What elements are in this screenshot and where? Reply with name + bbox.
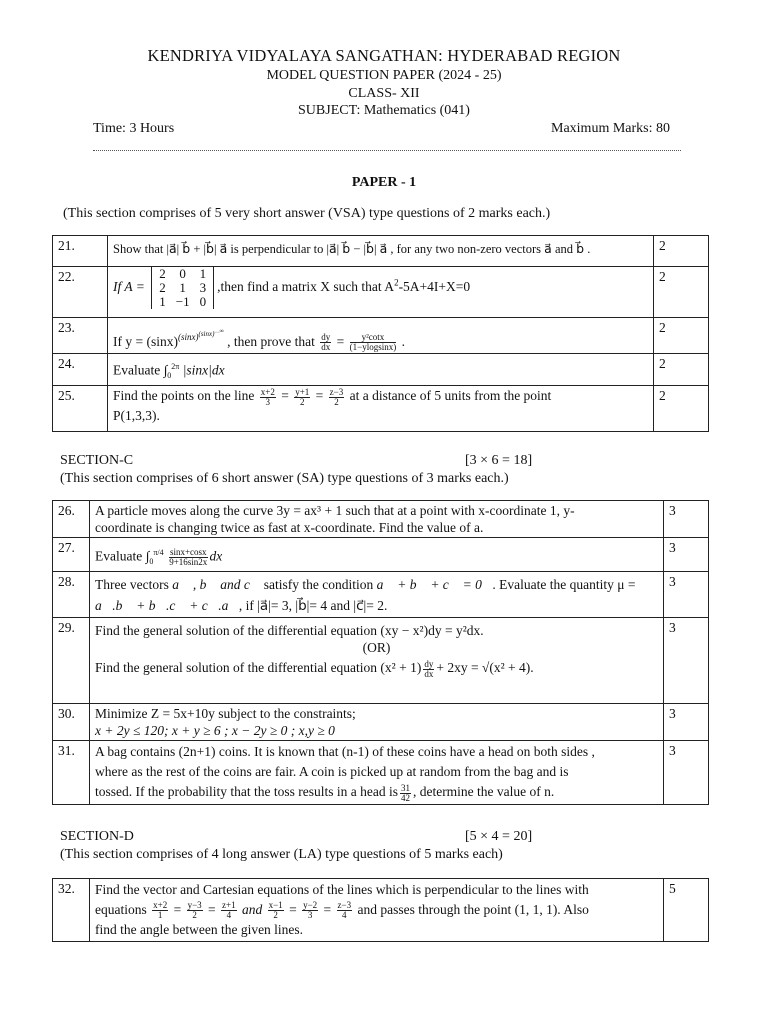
question-marks: 2	[654, 236, 709, 267]
question-marks: 2	[654, 354, 709, 386]
table-row	[53, 879, 709, 942]
subject-label: SUBJECT: Mathematics (041)	[298, 103, 470, 118]
question-marks: 3	[664, 572, 709, 618]
paper-name: MODEL QUESTION PAPER (2024 - 25)	[266, 68, 502, 83]
question-text: Minimize Z = 5x+10y subject to the constraints; x + 2y ≤ 120; x + y ≥ 6 ; x − 2y ≥ 0 ; x,y ≥ 0	[90, 704, 664, 741]
matrix-a: 2 0 1 2 1 3 1 −1 0	[151, 267, 214, 309]
question-text: Find the general solution of the differential equation (xy − x²)dy = y²dx. (OR) Find the general solution of the differential equation (x² + 1) $\frac{dy}{dx}$ + 2xy = √(x² + 4).	[90, 618, 664, 704]
table-row	[53, 501, 709, 538]
question-marks: 3	[664, 501, 709, 538]
question-number: 27.	[53, 538, 90, 572]
question-text: If $y = (\sin x)^{(sinx)^{(sinx)^{\dots\infty}}}$ , then prove that $\frac{dy}{dx}$ = $\frac{\text{y²cotx}}{\text{(1−ylogsinx)}}$ .	[108, 318, 654, 354]
question-marks: 3	[664, 538, 709, 572]
question-number: 28.	[53, 572, 90, 618]
question-number: 24.	[53, 354, 108, 386]
question-marks: 2	[654, 386, 709, 432]
or-label: (OR)	[362, 640, 391, 656]
divider	[93, 150, 681, 151]
question-text: If A = 2 0 1 2 1 3 1 −1 0 ,then find a matrix X such that $A^2-5A+4I+X=0$	[108, 267, 654, 318]
question-number: 26.	[53, 501, 90, 538]
table-row	[53, 572, 709, 618]
section-b-intro: (This section comprises of 5 very short answer (VSA) type questions of 2 marks each.)	[63, 206, 551, 221]
question-marks: 3	[664, 618, 709, 704]
question-number: 29.	[53, 618, 90, 704]
question-text: Three vectors a⃗ , b⃗ and c⃗ satisfy the condition a⃗ + b⃗ + c⃗ = 0⃗. Evaluate the quantity μ = a⃗.b⃗ + b⃗.c⃗ + c⃗.a⃗, if |a⃗|= 3, |b⃗|= 4 and |c⃗|= 2.	[90, 572, 664, 618]
table-row	[53, 538, 709, 572]
table-row	[53, 386, 709, 432]
section-c-marks: [3 × 6 = 18]	[465, 453, 533, 468]
question-text: A bag contains (2n+1) coins. It is known that (n-1) of these coins have a head on both sides , where as the rest of the coins are fair. A coin is picked up at random from the bag and is tossed. If the probability that the toss results in a head is $\frac{31}{42}$ , determine the value of n.	[90, 741, 664, 804]
school-name: KENDRIYA VIDYALAYA SANGATHAN: HYDERABAD REGION	[147, 46, 621, 65]
table-row	[53, 236, 709, 267]
table-row	[53, 354, 709, 386]
section-b-table	[52, 235, 709, 432]
question-text: A particle moves along the curve 3y = ax³ + 1 such that at a point with x-coordinate 1, y- coordinate is changing twice as fast at x-coordinate. Find the value of a.	[90, 501, 664, 538]
question-text: Find the points on the line $\frac{x+2}{3}$ = $\frac{y+1}{2}$ = $\frac{z-3}{2}$ at a distance of 5 units from the point P(1,3,3).	[108, 386, 654, 432]
table-row	[53, 318, 709, 354]
question-number: 32.	[53, 879, 90, 942]
section-d-marks: [5 × 4 = 20]	[465, 829, 533, 844]
max-marks-label: Maximum Marks: 80	[551, 121, 670, 136]
table-row	[53, 618, 709, 704]
section-d-table	[52, 878, 709, 942]
question-marks: 3	[664, 741, 709, 804]
table-row	[53, 267, 709, 318]
class-label: CLASS- XII	[348, 86, 420, 101]
question-number: 23.	[53, 318, 108, 354]
section-d-title: SECTION-D	[60, 829, 134, 844]
question-number: 30.	[53, 704, 90, 741]
question-marks: 5	[664, 879, 709, 942]
section-d-intro: (This section comprises of 4 long answer (LA) type questions of 5 marks each)	[60, 847, 503, 862]
question-text: Evaluate $\int_0^{2\pi}$ |sinx|dx	[108, 354, 654, 386]
question-text: Evaluate $\int_0^{\pi/4}$ $\frac{\sin x+\cos x}{9+16\sin 2x}$ dx	[90, 538, 664, 572]
table-row	[53, 741, 709, 804]
time-label: Time: 3 Hours	[93, 121, 175, 136]
section-c-intro: (This section comprises of 6 short answer (SA) type questions of 3 marks each.)	[60, 471, 509, 486]
question-text: Show that |a⃗| b⃗ + |b⃗| a⃗ is perpendicular to |a⃗| b⃗ − |b⃗| a⃗ , for any two non-zero vectors a⃗ and b⃗ .	[108, 236, 654, 267]
question-number: 22.	[53, 267, 108, 318]
question-number: 31.	[53, 741, 90, 804]
question-marks: 2	[654, 318, 709, 354]
question-marks: 3	[664, 704, 709, 741]
question-text: Find the vector and Cartesian equations of the lines which is perpendicular to the lines with equations $\frac{x+2}{1}$ = $\frac{y-3}{2}$ = $\frac{z+1}{4}$ and $\frac{x-1}{2}$ = $\frac{y-2}{3}$ = $\frac{z-3}{4}$ and passes through the point (1, 1, 1). Also find the angle between the given lines.	[90, 879, 664, 942]
paper-title: PAPER - 1	[351, 175, 417, 190]
question-marks: 2	[654, 267, 709, 318]
section-c-title: SECTION-C	[60, 453, 134, 468]
question-number: 21.	[53, 236, 108, 267]
question-number: 25.	[53, 386, 108, 432]
table-row	[53, 704, 709, 741]
section-c-table	[52, 500, 709, 805]
